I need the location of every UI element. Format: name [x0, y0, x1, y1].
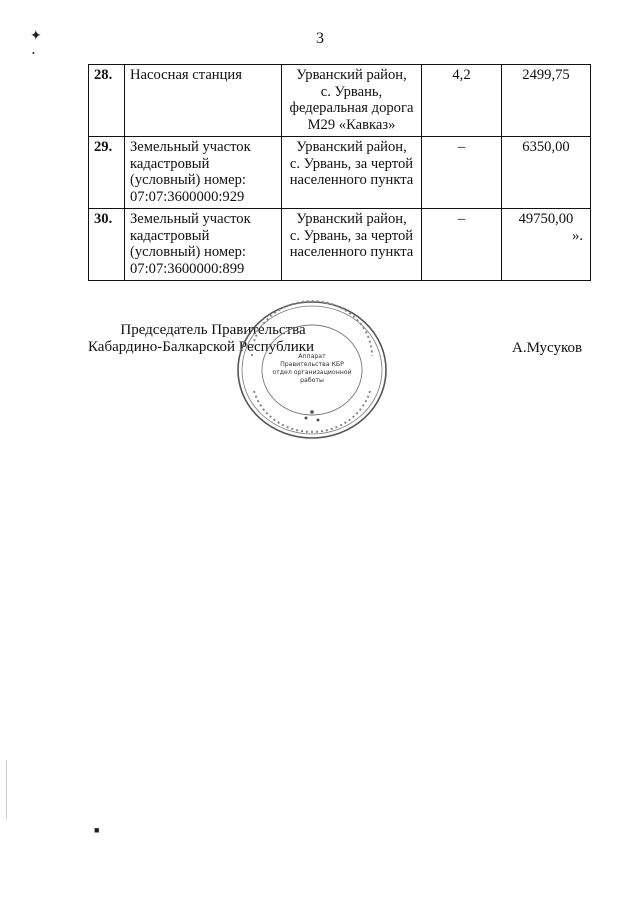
- seal-line: Аппарат: [298, 353, 326, 360]
- object-location: Урванский район, с. Урвань, за чертой населенного пункта: [282, 209, 422, 281]
- object-value: 2499,75: [502, 65, 591, 137]
- table-row: [89, 65, 591, 137]
- table-row: [89, 137, 591, 209]
- signatory-name: А.Мусуков: [512, 340, 583, 356]
- scan-speck: ■: [94, 825, 100, 835]
- property-table: [88, 64, 591, 281]
- closing-quote: ».: [572, 227, 583, 244]
- object-name: Земельный участок кадастровый (условный) номер: 07:07:3600000:899: [125, 209, 282, 281]
- object-area: 4,2: [422, 65, 502, 137]
- scan-speck: ✦: [30, 29, 42, 44]
- object-value: 49750,00 ».: [502, 209, 591, 281]
- object-value: 6350,00: [502, 137, 591, 209]
- seal-line: работы: [300, 377, 324, 384]
- official-seal: [232, 296, 390, 444]
- page-number: 3: [316, 30, 324, 47]
- object-area: –: [422, 137, 502, 209]
- signatory-title: Председатель Правительства Кабардино-Балкарской Республики: [88, 322, 315, 355]
- object-area: –: [422, 209, 502, 281]
- object-name: Насосная станция: [125, 65, 282, 137]
- object-name: Земельный участок кадастровый (условный) номер: 07:07:3600000:929: [125, 137, 282, 209]
- margin-mark: [6, 760, 7, 820]
- row-number: 30.: [89, 209, 125, 281]
- row-number: 29.: [89, 137, 125, 209]
- scan-speck: •: [32, 49, 35, 58]
- seal-line: Правительства КБР: [280, 361, 344, 368]
- row-number: 28.: [89, 65, 125, 137]
- object-location: Урванский район, с. Урвань, за чертой населенного пункта: [282, 137, 422, 209]
- object-location: Урванский район, с. Урвань, федеральная дорога М29 «Кавказ»: [282, 65, 422, 137]
- table-row: [89, 209, 591, 281]
- seal-line: отдел организационной: [272, 369, 352, 376]
